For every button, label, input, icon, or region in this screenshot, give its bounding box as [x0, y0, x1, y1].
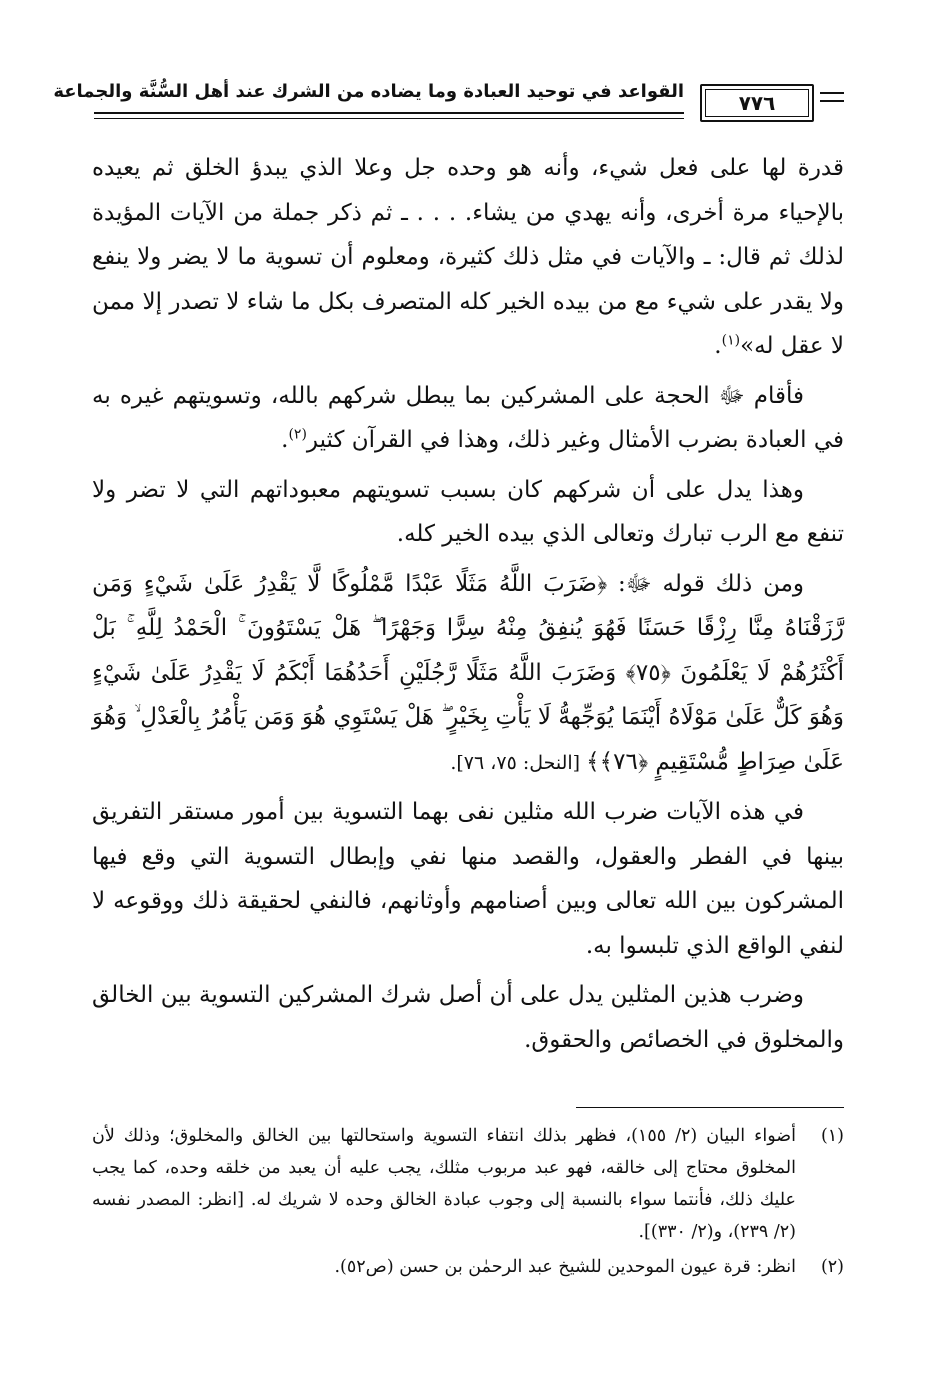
paragraph-4-quran	[92, 562, 844, 786]
footnote-1	[92, 1120, 844, 1248]
footnote-text: أضواء البيان (٢/ ١٥٥)، فظهر بذلك انتفاء التسوية واستحالتها بين الخالق والمخلوق؛ وذلك لأن المخلوق محتاج إلى خالقه، فهو عبد مربوب مثلك، يجب عليه أن يعبد من خلقه وحده، كما يجب عليك ذلك، فأنتما سواء بالنسبة إلى وجوب عبادة الخالق وحده لا شريك له. [انظر: المصدر نفسه (٢/ ٢٣٩)، و(٢/ ٣٣٠)].	[92, 1126, 796, 1242]
paragraph-text: فأقام ﷻ الحجة على المشركين بما يبطل شركهم بالله، وتسويتهم غيره به في العبادة بضرب الأمثال وغير ذلك، وهذا في القرآن كثير	[92, 382, 844, 453]
footnote-number: (٢)	[820, 1257, 844, 1277]
paragraph-text: قدرة لها على فعل شيء، وأنه هو وحده جل وعلا الذي يبدؤ الخلق ثم يعيده بالإحياء مرة أخرى، وأنه يهدي من يشاء. . . . ـ ثم ذكر جملة من الآيات المؤيدة لذلك ثم قال: ـ والآيات في مثل ذلك كثيرة، ومعلوم أن تسوية ما لا يضر ولا ينفع ولا يقدر على شيء مع من بيده الخير كله المتصرف بكل ما شاء لا تصدر إلا ممن لا عقل له»	[92, 155, 844, 359]
footnotes	[92, 1120, 844, 1286]
page-number-ornament	[820, 92, 844, 102]
quran-lead: ومن ذلك قوله ﷻ:	[607, 570, 804, 597]
footnote-marker-1[interactable]: (١)	[721, 332, 741, 349]
paragraph-tail: .	[281, 427, 289, 453]
page-number-frame	[700, 84, 814, 122]
footnote-2	[92, 1251, 844, 1283]
footnote-marker-2[interactable]: (٢)	[288, 426, 307, 443]
paragraph-6: وضرب هذين المثلين يدل على أن أصل شرك المشركين التسوية بين الخالق والمخلوق في الخصائص والحقوق.	[92, 982, 844, 1053]
verse-reference: [النحل: ٧٥، ٧٦].	[450, 751, 587, 774]
footnote-number: (١)	[820, 1126, 844, 1146]
paragraph-5: في هذه الآيات ضرب الله مثلين نفى بهما التسوية بين أمور مستقر التفريق بينها في الفطر والعقول، والقصد منها نفي وإبطال التسوية التي وقع فيها المشركون بين الله تعالى وبين أصنامهم وأوثانهم، فالنفي لحقيقة ذلك ووقوعه لا لنفي الواقع الذي تلبسوا به.	[92, 799, 844, 959]
header-rule-thin	[94, 118, 684, 119]
paragraph-2	[92, 374, 844, 463]
paragraph-1	[92, 146, 844, 369]
page-header	[53, 74, 844, 130]
header-rule-thick	[94, 112, 684, 114]
main-text	[92, 146, 844, 1067]
quran-verse: ﴿ضَرَبَ اللَّهُ مَثَلًا عَبْدًا مَّمْلُوكًا لَّا يَقْدِرُ عَلَىٰ شَيْءٍ وَمَن رَّزَقْنَاهُ مِنَّا رِزْقًا حَسَنًا فَهُوَ يُنفِقُ مِنْهُ سِرًّا وَجَهْرًا ۖ هَلْ يَسْتَوُونَ ۚ الْحَمْدُ لِلَّهِ ۚ بَلْ أَكْثَرُهُمْ لَا يَعْلَمُونَ ﴿٧٥﴾ وَضَرَبَ اللَّهُ مَثَلًا رَّجُلَيْنِ أَحَدُهُمَا أَبْكَمُ لَا يَقْدِرُ عَلَىٰ شَيْءٍ وَهُوَ كَلٌّ عَلَىٰ مَوْلَاهُ أَيْنَمَا يُوَجِّههُّ لَا يَأْتِ بِخَيْرٍ ۖ هَلْ يَسْتَوِي هُوَ وَمَن يَأْمُرُ بِالْعَدْلِ ۙ وَهُوَ عَلَىٰ صِرَاطٍ مُّسْتَقِيمٍ ﴿٧٦﴾﴾	[92, 570, 844, 775]
paragraph-tail: .	[714, 333, 722, 359]
running-title: القواعد في توحيد العبادة وما يضاده من الشرك عند أهل السُّنَّة والجماعة	[53, 81, 684, 102]
paragraph-3: وهذا يدل على أن شركهم كان بسبب تسويتهم معبوداتهم التي لا تضر ولا تنفع مع الرب تبارك وتعالى الذي بيده الخير كله.	[92, 476, 844, 547]
page-number: ٧٧٦	[738, 91, 776, 115]
footnote-text: انظر: قرة عيون الموحدين للشيخ عبد الرحمٰن بن حسن (ص٥٢).	[334, 1257, 796, 1277]
footnote-separator	[576, 1107, 844, 1108]
